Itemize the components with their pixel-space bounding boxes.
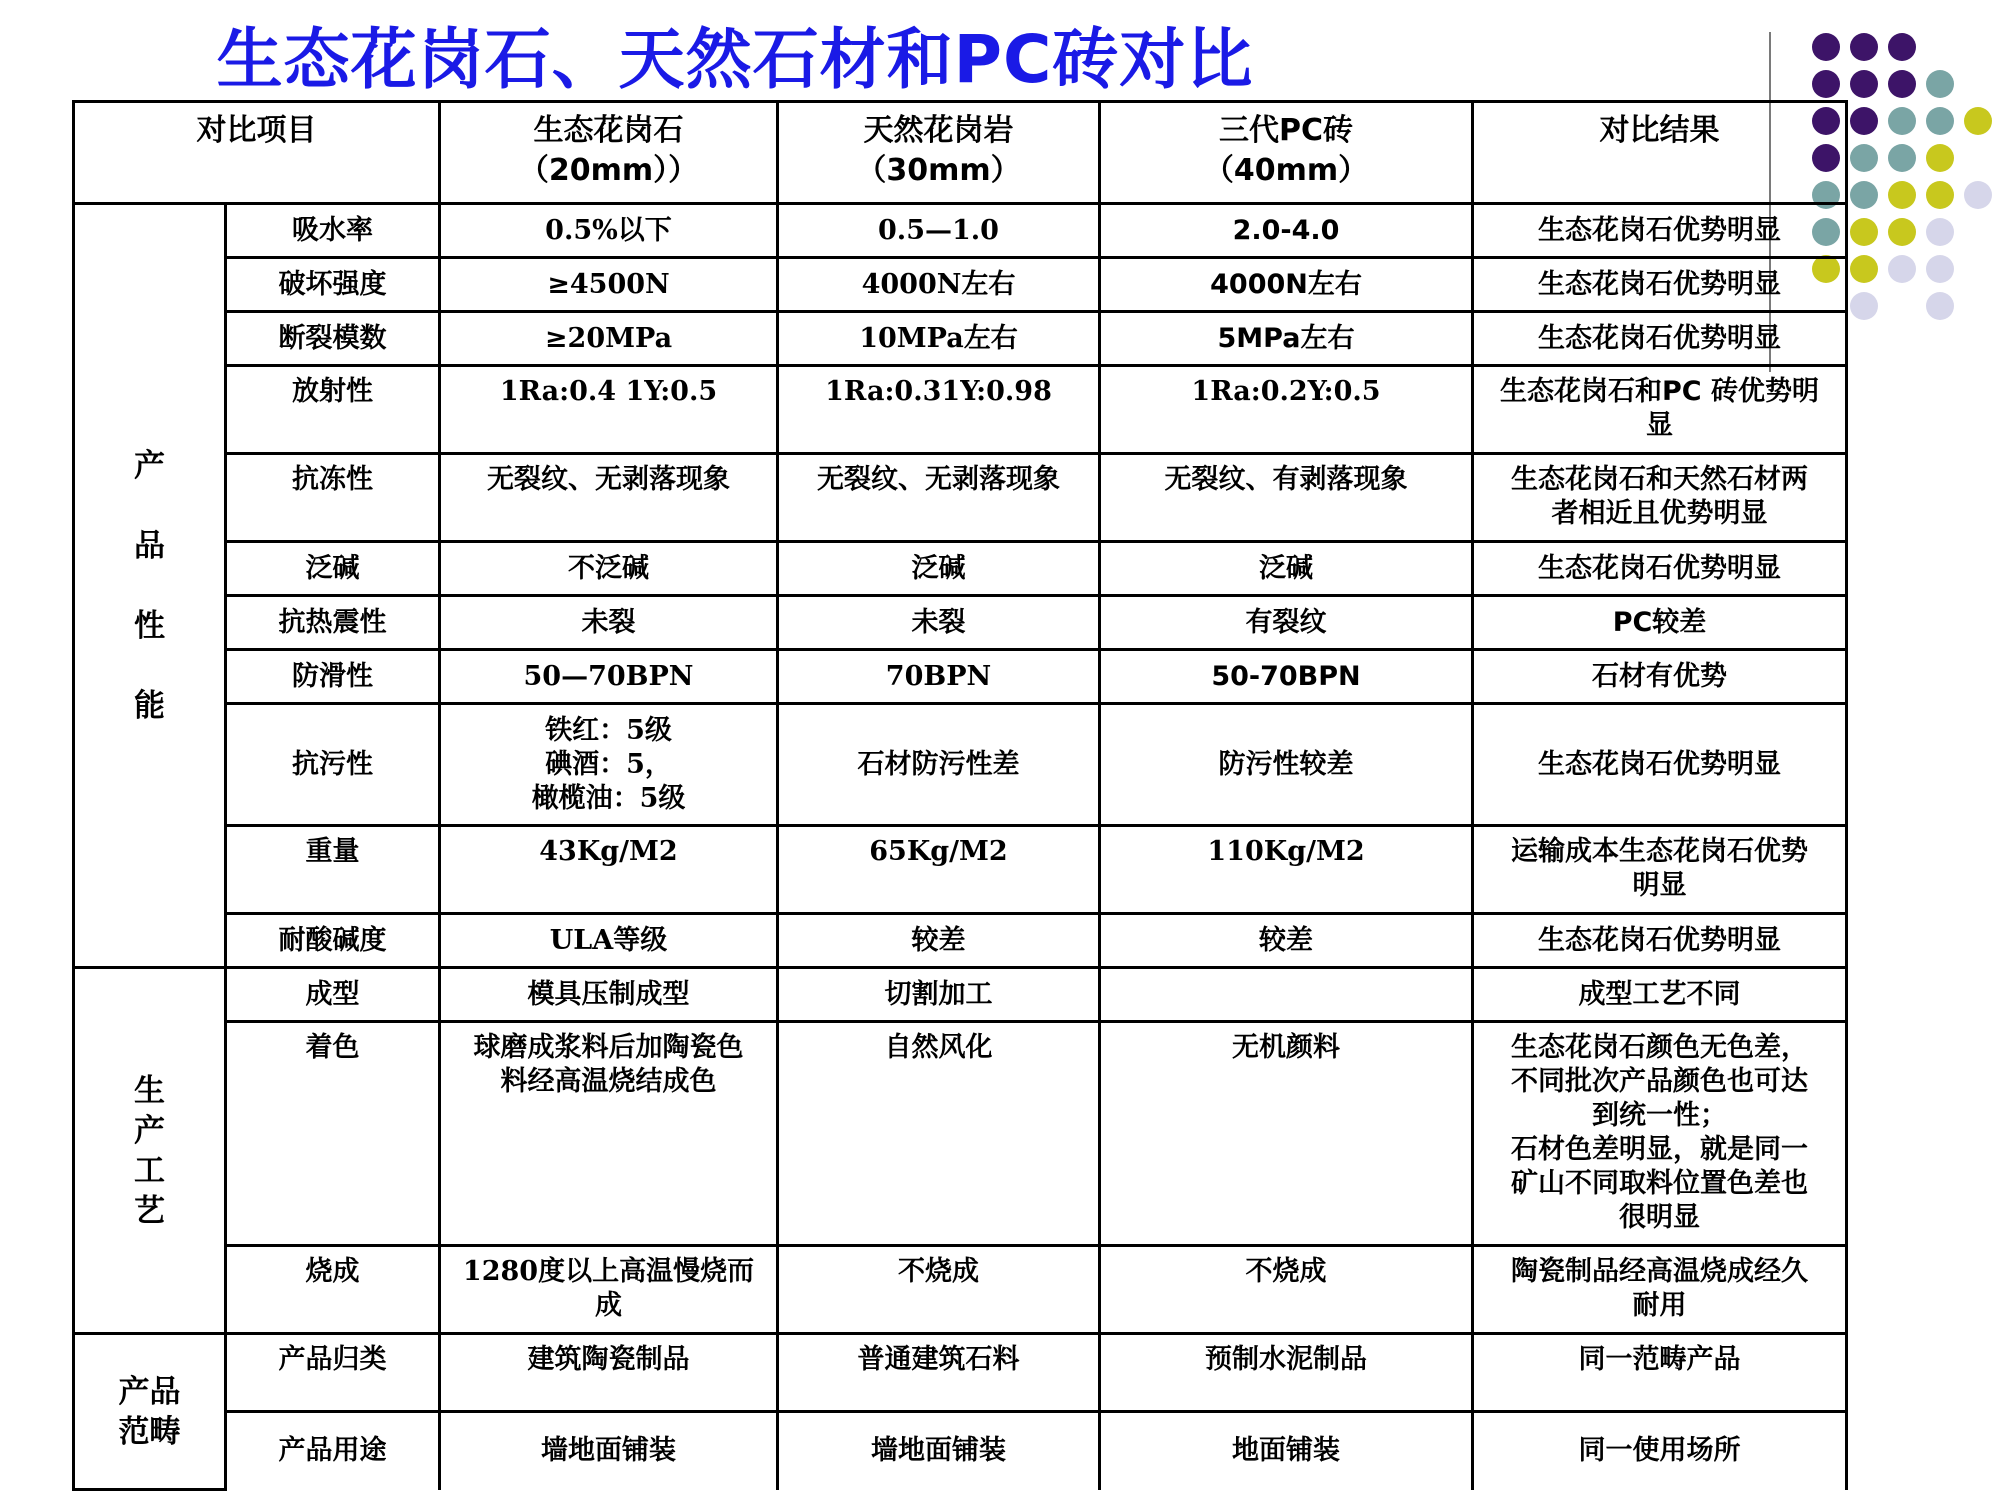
table-row <box>74 596 1847 650</box>
row-item: 耐酸碱度 <box>226 914 440 968</box>
row-item: 抗冻性 <box>226 454 440 542</box>
row-item: 着色 <box>226 1022 440 1246</box>
decorative-dot <box>1888 144 1916 172</box>
decorative-dot <box>1850 107 1878 135</box>
cell-result: 成型工艺不同 <box>1473 968 1847 1022</box>
table-row <box>74 204 1847 258</box>
cell-pc-brick: 预制水泥制品 <box>1100 1334 1473 1412</box>
cell-pc-brick <box>1100 968 1473 1022</box>
table-row <box>74 1246 1847 1334</box>
header-eco-granite: 生态花岗石 （20mm）） <box>440 102 778 204</box>
decorative-dot <box>1850 292 1878 320</box>
cell-natural-granite: 70BPN <box>778 650 1100 704</box>
table-row <box>74 454 1847 542</box>
decorative-dot <box>1926 144 1954 172</box>
header-natural-granite: 天然花岗岩 （30mm） <box>778 102 1100 204</box>
cell-pc-brick: 5MPa左右 <box>1100 312 1473 366</box>
cell-eco-granite: 不泛碱 <box>440 542 778 596</box>
cell-eco-granite: 墙地面铺装 <box>440 1412 778 1490</box>
category-scope <box>74 1334 226 1490</box>
cell-result: 生态花岗石和天然石材两 者相近且优势明显 <box>1473 454 1847 542</box>
decorative-dot <box>1812 33 1840 61</box>
decorative-dot <box>1812 70 1840 98</box>
cell-eco-granite: 0.5%以下 <box>440 204 778 258</box>
decorative-dot <box>1926 255 1954 283</box>
row-item: 抗污性 <box>226 704 440 826</box>
cell-result: 生态花岗石优势明显 <box>1473 258 1847 312</box>
cell-natural-granite: 未裂 <box>778 596 1100 650</box>
table-row <box>74 968 1847 1022</box>
cell-pc-brick: 有裂纹 <box>1100 596 1473 650</box>
row-item: 放射性 <box>226 366 440 454</box>
cell-result: 生态花岗石优势明显 <box>1473 914 1847 968</box>
table-row <box>74 704 1847 826</box>
decorative-dot <box>1926 70 1954 98</box>
decorative-dot <box>1888 218 1916 246</box>
decorative-dot <box>1888 70 1916 98</box>
cell-natural-granite: 切割加工 <box>778 968 1100 1022</box>
cell-pc-brick: 较差 <box>1100 914 1473 968</box>
row-item: 防滑性 <box>226 650 440 704</box>
cell-eco-granite: ≥4500N <box>440 258 778 312</box>
cell-eco-granite: 未裂 <box>440 596 778 650</box>
decorative-dot <box>1926 292 1954 320</box>
header-row <box>74 102 1847 204</box>
cell-natural-granite: 较差 <box>778 914 1100 968</box>
category-process-label: 生 产 工 艺 <box>134 1072 165 1229</box>
table-row <box>74 542 1847 596</box>
cell-pc-brick: 110Kg/M2 <box>1100 826 1473 914</box>
table-row <box>74 1334 1847 1412</box>
cell-natural-granite: 4000N左右 <box>778 258 1100 312</box>
cell-natural-granite: 石材防污性差 <box>778 704 1100 826</box>
cell-result: 运输成本生态花岗石优势 明显 <box>1473 826 1847 914</box>
table-row <box>74 258 1847 312</box>
cell-eco-granite: 建筑陶瓷制品 <box>440 1334 778 1412</box>
decorative-dot <box>1964 181 1992 209</box>
page-title: 生态花岗石、天然石材和PC砖对比 <box>216 21 1254 98</box>
table-row <box>74 826 1847 914</box>
decorative-dot <box>1850 144 1878 172</box>
category-performance-label: 产 品 性 能 <box>134 447 165 724</box>
cell-natural-granite: 65Kg/M2 <box>778 826 1100 914</box>
decorative-dot <box>1926 218 1954 246</box>
cell-eco-granite: ULA等级 <box>440 914 778 968</box>
decorative-dot <box>1926 107 1954 135</box>
cell-pc-brick: 50-70BPN <box>1100 650 1473 704</box>
cell-result: 石材有优势 <box>1473 650 1847 704</box>
decorative-dot <box>1850 181 1878 209</box>
decorative-dot <box>1850 33 1878 61</box>
cell-result: 陶瓷制品经高温烧成经久 耐用 <box>1473 1246 1847 1334</box>
table-row <box>74 914 1847 968</box>
cell-eco-granite: 无裂纹、无剥落现象 <box>440 454 778 542</box>
cell-natural-granite: 墙地面铺装 <box>778 1412 1100 1490</box>
cell-natural-granite: 10MPa左右 <box>778 312 1100 366</box>
row-item: 产品归类 <box>226 1334 440 1412</box>
cell-natural-granite: 自然风化 <box>778 1022 1100 1246</box>
cell-natural-granite: 1Ra:0.31Y:0.98 <box>778 366 1100 454</box>
row-item: 重量 <box>226 826 440 914</box>
cell-eco-granite: 1280度以上高温慢烧而 成 <box>440 1246 778 1334</box>
table-row <box>74 1022 1847 1246</box>
table-row <box>74 366 1847 454</box>
cell-pc-brick: 无机颜料 <box>1100 1022 1473 1246</box>
cell-pc-brick: 不烧成 <box>1100 1246 1473 1334</box>
decorative-dot <box>1926 181 1954 209</box>
cell-pc-brick: 无裂纹、有剥落现象 <box>1100 454 1473 542</box>
decorative-dot <box>1850 255 1878 283</box>
row-item: 吸水率 <box>226 204 440 258</box>
header-pc-brick: 三代PC砖 （40mm） <box>1100 102 1473 204</box>
cell-result: 生态花岗石优势明显 <box>1473 204 1847 258</box>
row-item: 抗热震性 <box>226 596 440 650</box>
decorative-dot <box>1850 70 1878 98</box>
cell-natural-granite: 0.5—1.0 <box>778 204 1100 258</box>
cell-eco-granite: 50—70BPN <box>440 650 778 704</box>
cell-result: 生态花岗石优势明显 <box>1473 542 1847 596</box>
cell-pc-brick: 4000N左右 <box>1100 258 1473 312</box>
category-process <box>74 968 226 1334</box>
cell-eco-granite: 1Ra:0.4 1Y:0.5 <box>440 366 778 454</box>
decorative-dot <box>1850 218 1878 246</box>
header-item: 对比项目 <box>74 102 440 204</box>
cell-eco-granite: 模具压制成型 <box>440 968 778 1022</box>
table-row <box>74 1412 1847 1490</box>
row-item: 成型 <box>226 968 440 1022</box>
cell-result: 生态花岗石颜色无色差， 不同批次产品颜色也可达 到统一性； 石材色差明显，就是同一 矿山不同取料位置色差也 很明显 <box>1473 1022 1847 1246</box>
row-item: 破坏强度 <box>226 258 440 312</box>
cell-eco-granite: 球磨成浆料后加陶瓷色 料经高温烧结成色 <box>440 1022 778 1246</box>
decorative-dot <box>1888 107 1916 135</box>
header-result: 对比结果 <box>1473 102 1847 204</box>
cell-result: 同一范畴产品 <box>1473 1334 1847 1412</box>
cell-natural-granite: 不烧成 <box>778 1246 1100 1334</box>
table-row <box>74 312 1847 366</box>
cell-pc-brick: 地面铺装 <box>1100 1412 1473 1490</box>
cell-pc-brick: 1Ra:0.2Y:0.5 <box>1100 366 1473 454</box>
cell-eco-granite: 43Kg/M2 <box>440 826 778 914</box>
cell-result: PC较差 <box>1473 596 1847 650</box>
cell-pc-brick: 泛碱 <box>1100 542 1473 596</box>
cell-natural-granite: 无裂纹、无剥落现象 <box>778 454 1100 542</box>
cell-result: 生态花岗石优势明显 <box>1473 312 1847 366</box>
cell-pc-brick: 2.0-4.0 <box>1100 204 1473 258</box>
cell-natural-granite: 普通建筑石料 <box>778 1334 1100 1412</box>
row-item: 断裂模数 <box>226 312 440 366</box>
row-item: 泛碱 <box>226 542 440 596</box>
comparison-table <box>72 100 1848 1491</box>
row-item: 烧成 <box>226 1246 440 1334</box>
cell-result: 生态花岗石优势明显 <box>1473 704 1847 826</box>
category-scope-label: 产品 范畴 <box>118 1373 181 1450</box>
cell-eco-granite: ≥20MPa <box>440 312 778 366</box>
cell-natural-granite: 泛碱 <box>778 542 1100 596</box>
cell-result: 同一使用场所 <box>1473 1412 1847 1490</box>
cell-pc-brick: 防污性较差 <box>1100 704 1473 826</box>
table-row <box>74 650 1847 704</box>
cell-eco-granite: 铁红：5级 碘酒：5， 橄榄油：5级 <box>440 704 778 826</box>
decorative-dot <box>1888 181 1916 209</box>
decorative-dot <box>1888 255 1916 283</box>
category-performance <box>74 204 226 968</box>
row-item: 产品用途 <box>226 1412 440 1490</box>
decorative-dot <box>1888 33 1916 61</box>
decorative-dot <box>1964 107 1992 135</box>
cell-result: 生态花岗石和PC 砖优势明 显 <box>1473 366 1847 454</box>
